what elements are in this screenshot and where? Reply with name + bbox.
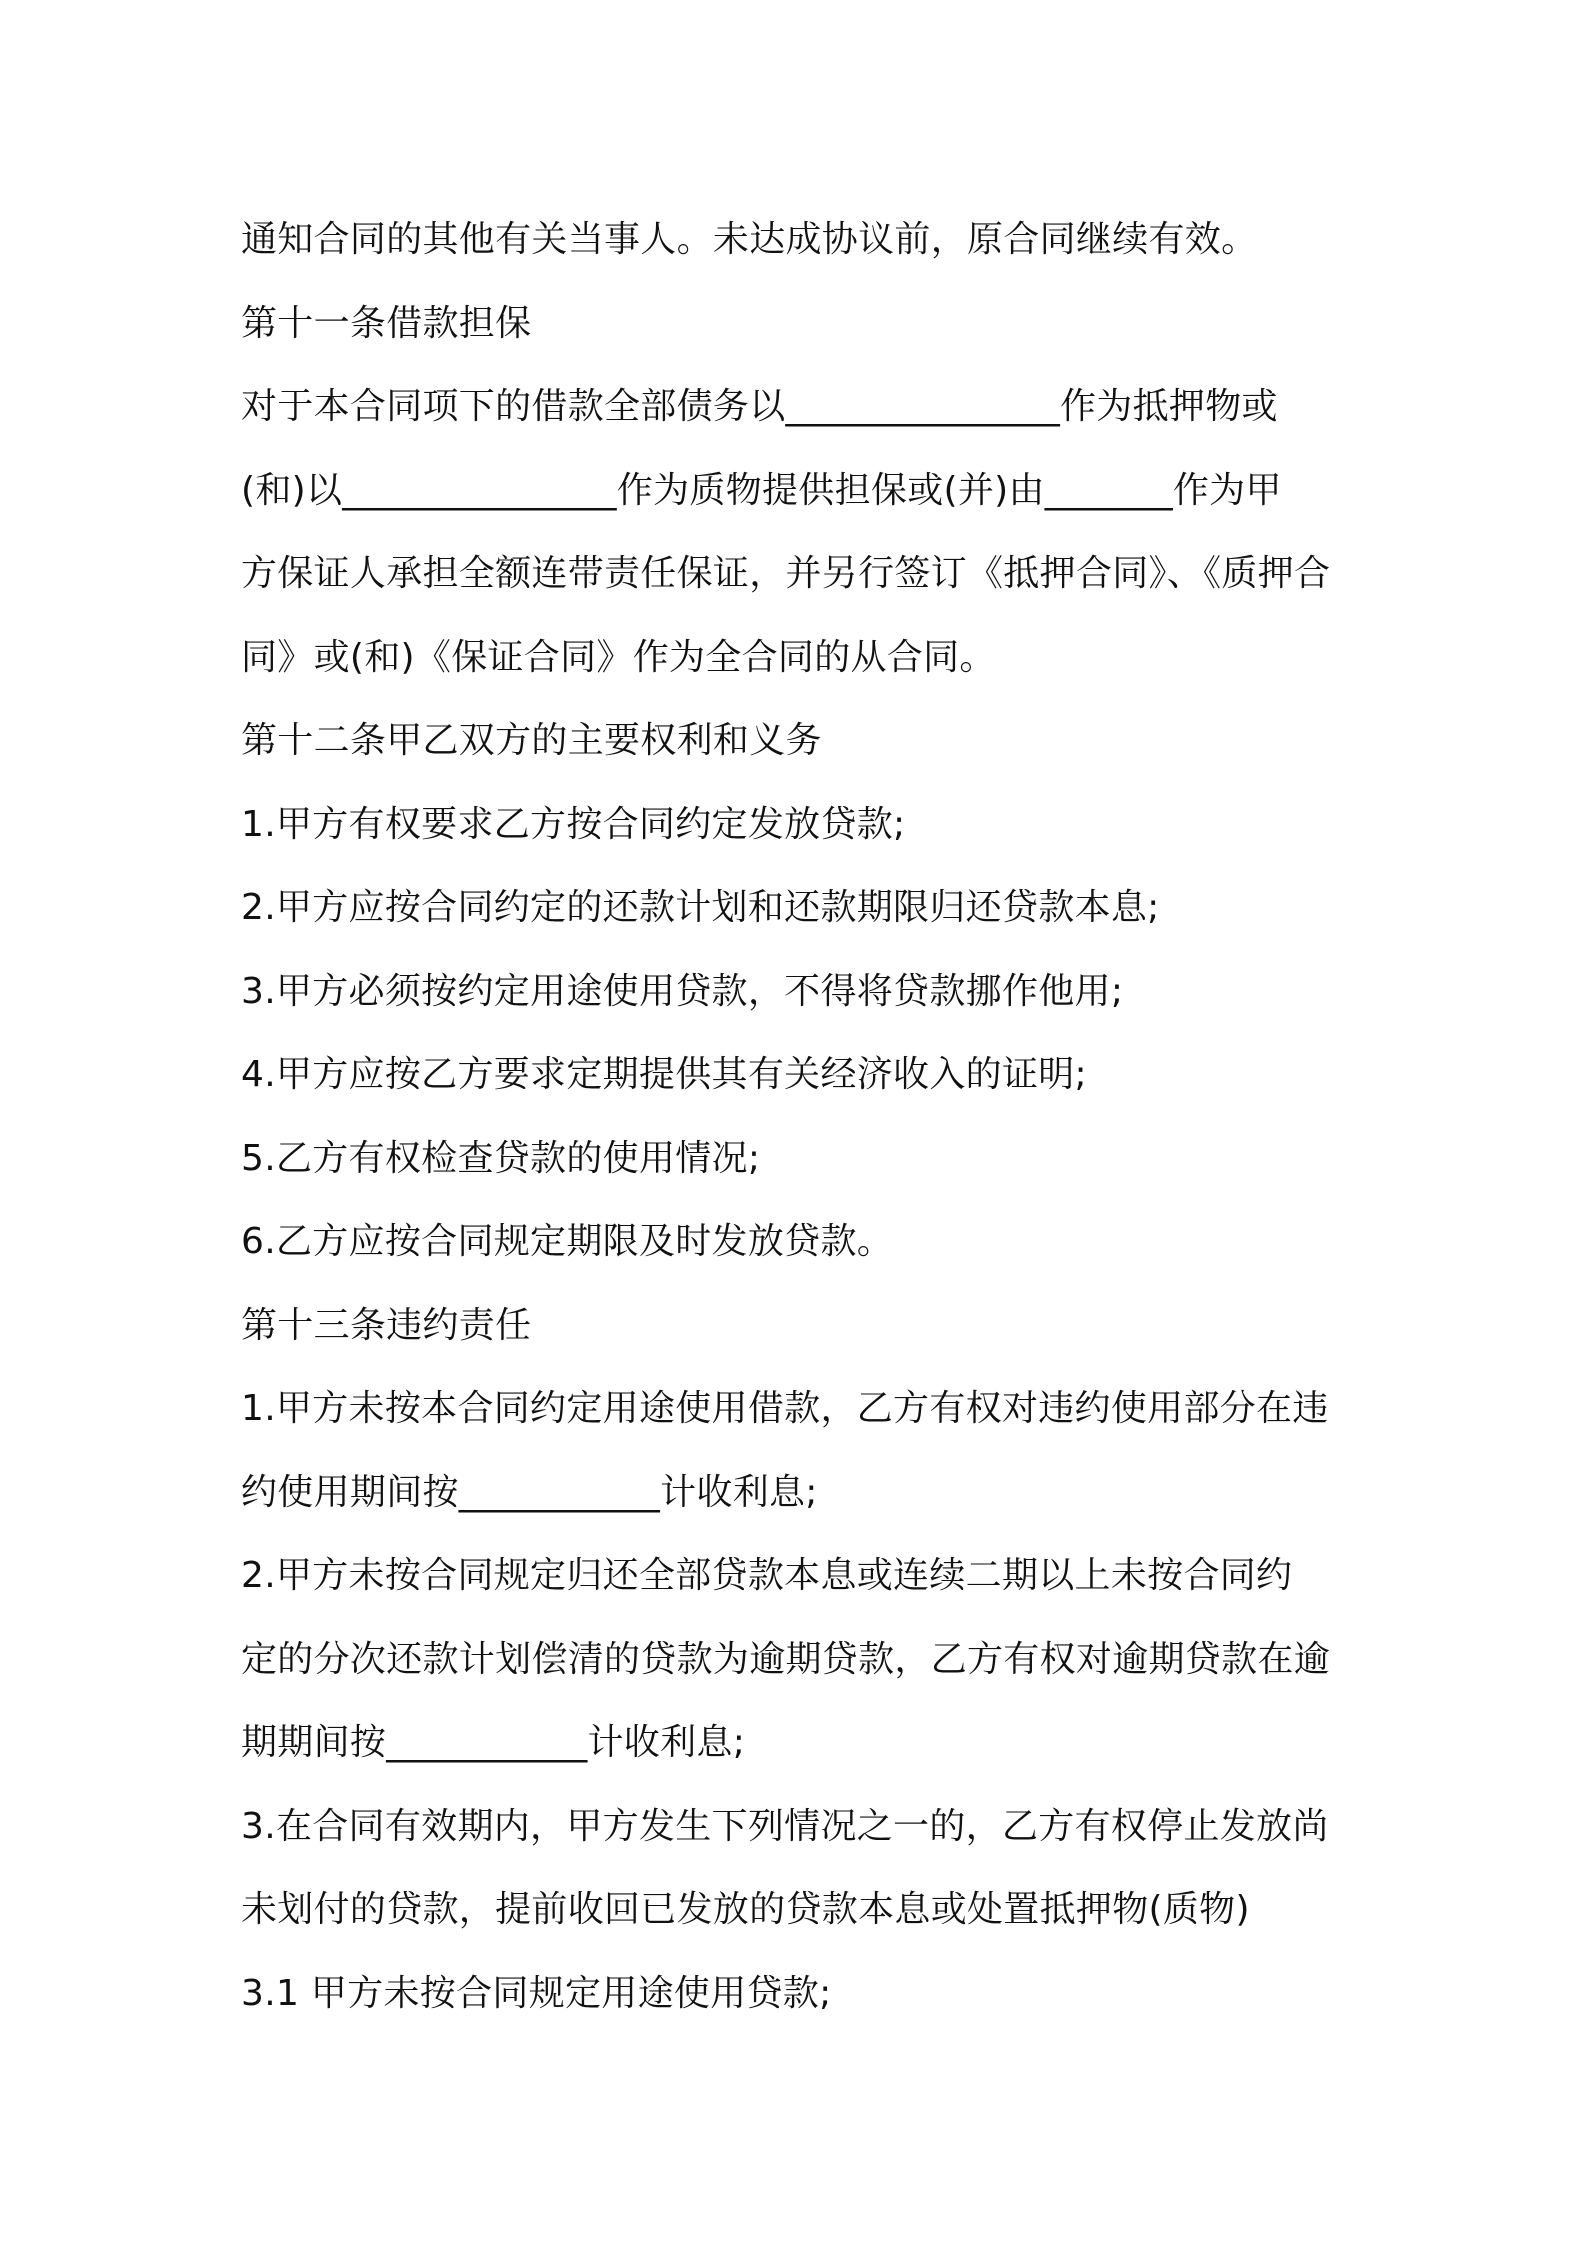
text-line: 未划付的贷款，提前收回已发放的贷款本息或处置抵押物(质物)	[241, 1889, 1250, 1930]
list-item: 1.甲方未按本合同约定用途使用借款，乙方有权对违约使用部分在违	[241, 1388, 1329, 1429]
article-heading: 第十二条甲乙双方的主要权利和义务	[241, 720, 822, 761]
article-heading: 第十三条违约责任	[241, 1304, 532, 1346]
list-item: 6.乙方应按合同规定期限及时发放贷款。	[241, 1221, 894, 1262]
list-item: 3.甲方必须按约定用途使用贷款，不得将贷款挪作他用;	[241, 970, 1124, 1012]
list-item: 3.在合同有效期内，甲方发生下列情况之一的，乙方有权停止发放尚	[241, 1805, 1329, 1847]
list-item: 4.甲方应按乙方要求定期提供其有关经济收入的证明;	[241, 1054, 1087, 1095]
article-heading: 第十一条借款担保	[241, 302, 532, 344]
text-line: 方保证人承担全额连带责任保证，并另行签订《抵押合同》、《质押合	[241, 553, 1331, 594]
text-line: 对于本合同项下的借款全部债务以_______________作为抵押物或	[241, 386, 1278, 427]
text-line: 约使用期间按___________计收利息;	[241, 1471, 818, 1513]
text-line: 期期间按___________计收利息;	[241, 1722, 746, 1763]
text-line: 通知合同的其他有关当事人。未达成协议前，原合同继续有效。	[241, 219, 1258, 260]
list-item: 1.甲方有权要求乙方按合同约定发放贷款;	[241, 803, 906, 845]
list-item: 3.1 甲方未按合同规定用途使用贷款;	[241, 1972, 832, 2014]
list-item: 2.甲方未按合同规定归还全部贷款本息或连续二期以上未按合同约	[241, 1555, 1293, 1596]
list-item: 5.乙方有权检查贷款的使用情况;	[241, 1137, 761, 1179]
list-item: 2.甲方应按合同约定的还款计划和还款期限归还贷款本息;	[241, 887, 1160, 928]
text-line: 同》或(和)《保证合同》作为全合同的从合同。	[241, 636, 996, 678]
text-line: 定的分次还款计划偿清的贷款为逾期贷款，乙方有权对逾期贷款在逾	[241, 1638, 1331, 1680]
text-line: (和)以_______________作为质物提供担保或(并)由_______作为甲	[241, 469, 1282, 511]
